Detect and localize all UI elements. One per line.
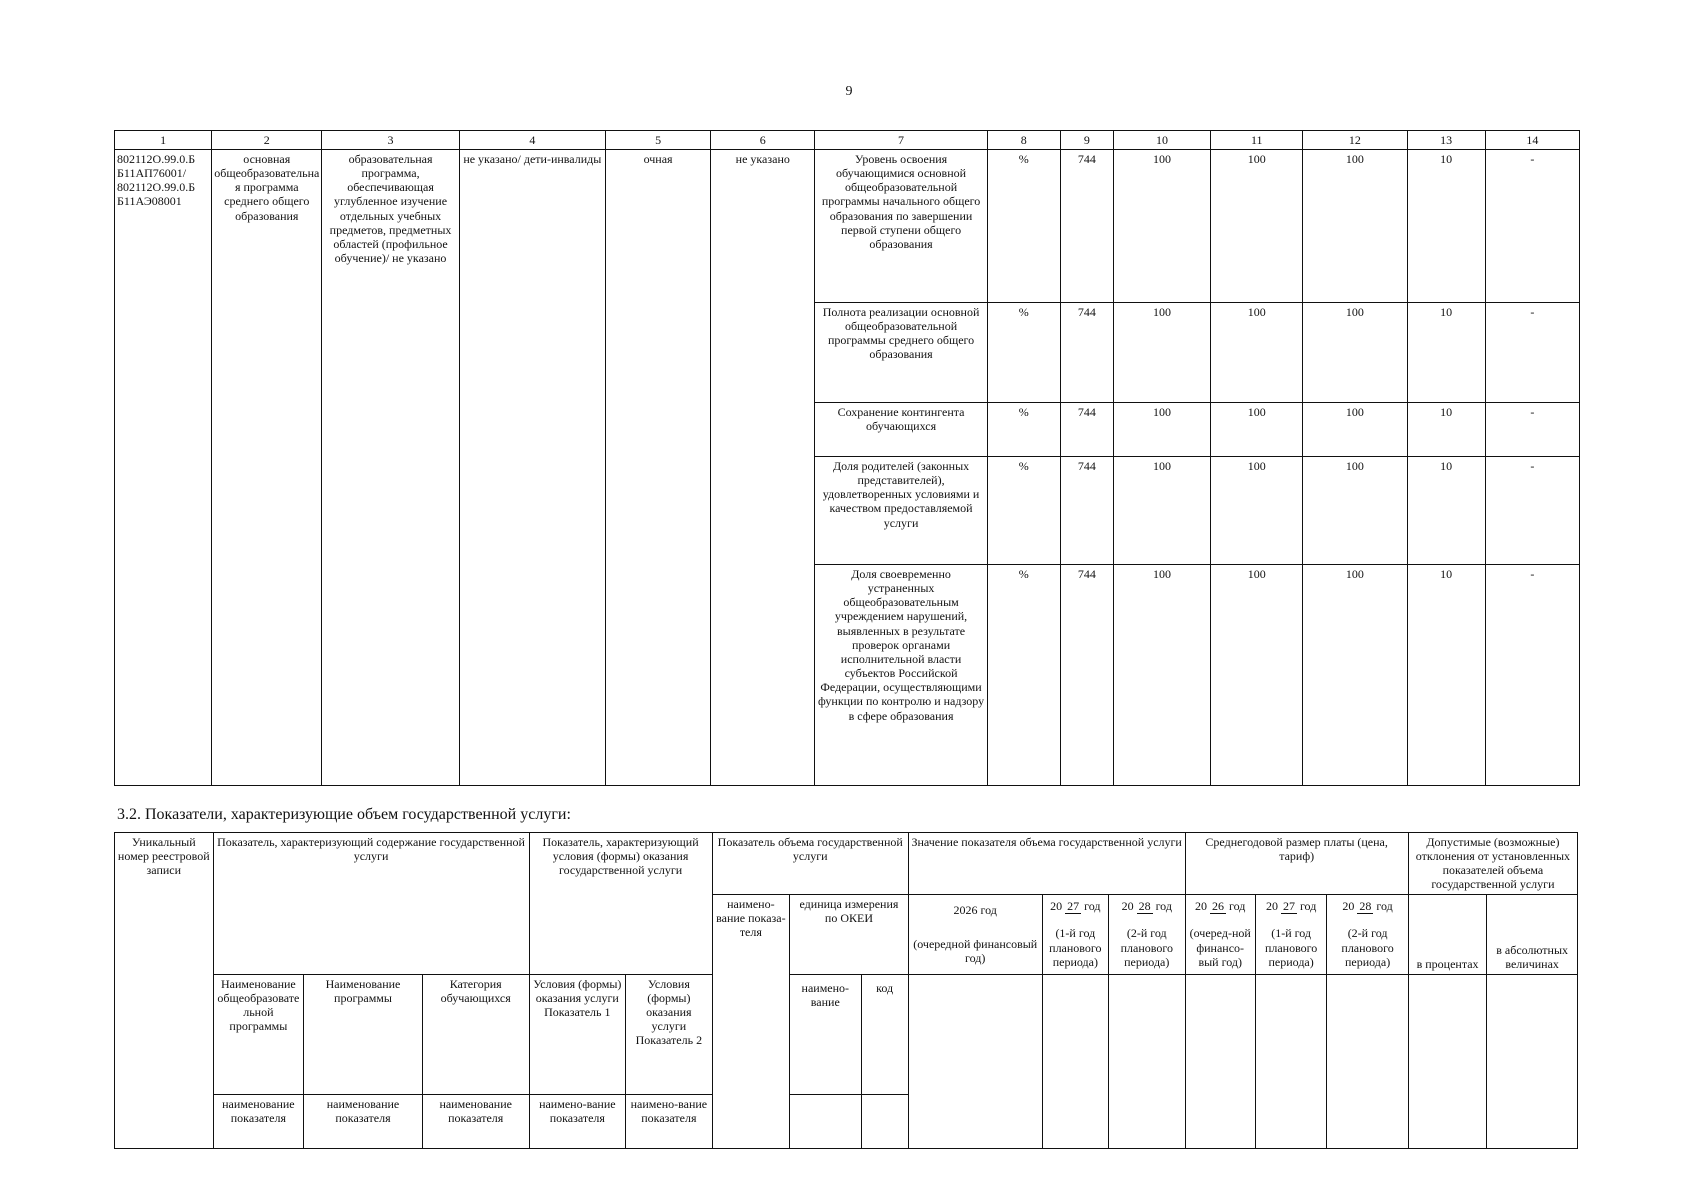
year-suffix: год bbox=[1155, 899, 1172, 914]
form-cell: очная bbox=[605, 150, 710, 786]
value-2028-cell bbox=[1109, 974, 1185, 1148]
indicator-name-header: наимено-вание показа-теля bbox=[712, 894, 789, 1148]
year-2027-desc: (1-й год планового периода) bbox=[1049, 926, 1102, 969]
deviation-absolute-cell: - bbox=[1485, 565, 1579, 786]
value-2028-cell: 100 bbox=[1303, 457, 1407, 565]
indicator-name-cell: Доля своевременно устраненных общеобразовательным учреждением нарушений, выявленных в результате проверок органами исполнительной власти субъектов Российской Федерации, осуществляющими функции по контролю и надзору в сфере образования bbox=[815, 565, 987, 786]
header-row bbox=[115, 974, 1578, 1094]
unit-code-subheader: код bbox=[861, 974, 908, 1094]
unit-cell: % bbox=[987, 457, 1060, 565]
okei-code-cell: 744 bbox=[1060, 565, 1113, 786]
year-2027-header bbox=[1042, 894, 1108, 974]
condition-2-subheader: Условия (формы) оказания услуги Показатель 2 bbox=[626, 974, 713, 1094]
year-number: 28 bbox=[1359, 899, 1372, 914]
value-2027-cell: 100 bbox=[1211, 403, 1303, 457]
category-cell: не указано/ дети-инвалиды bbox=[459, 150, 605, 786]
year-prefix: 20 bbox=[1195, 899, 1208, 914]
section-title: 3.2. Показатели, характеризующие объем государственной услуги: bbox=[117, 806, 571, 823]
value-2026-cell: 100 bbox=[1113, 403, 1210, 457]
value-2028-cell: 100 bbox=[1303, 303, 1407, 403]
indicator-name-cell: Уровень освоения обучающимися основной общеобразовательной программы начального общего образования по завершении первой ступени общего образования bbox=[815, 150, 987, 303]
value-2027-cell: 100 bbox=[1211, 150, 1303, 303]
okei-code-cell: 744 bbox=[1060, 457, 1113, 565]
value-2027-cell bbox=[1042, 974, 1108, 1148]
in-percent-header: в процентах bbox=[1408, 894, 1486, 974]
value-2027-cell: 100 bbox=[1211, 303, 1303, 403]
price-2027-header bbox=[1255, 894, 1326, 974]
price-2027-desc: (1-й год планового периода) bbox=[1264, 926, 1318, 969]
year-prefix: 20 bbox=[1342, 899, 1355, 914]
okei-code-cell: 744 bbox=[1060, 150, 1113, 303]
condition-cell: не указано bbox=[711, 150, 815, 786]
year-2028-header bbox=[1109, 894, 1185, 974]
year-2026-header bbox=[908, 894, 1042, 974]
column-number: 11 bbox=[1211, 131, 1303, 150]
price-2026-header bbox=[1185, 894, 1255, 974]
okei-unit-header: единица измерения по ОКЕИ bbox=[790, 894, 909, 974]
year-prefix: 20 bbox=[1265, 899, 1278, 914]
volume-value-header: Значение показателя объема государственной услуги bbox=[908, 833, 1185, 895]
value-2026-cell: 100 bbox=[1113, 565, 1210, 786]
column-number: 6 bbox=[711, 131, 815, 150]
price-2028-desc: (2-й год планового периода) bbox=[1341, 926, 1394, 969]
price-2028-cell bbox=[1327, 974, 1408, 1148]
unit-name-cell bbox=[790, 1094, 861, 1148]
deviation-absolute-cell: - bbox=[1485, 457, 1579, 565]
year-number: 27 bbox=[1067, 899, 1080, 914]
value-2028-cell: 100 bbox=[1303, 150, 1407, 303]
unique-number-header: Уникальный номер реестровой записи bbox=[115, 833, 214, 1149]
year-suffix: год bbox=[1084, 899, 1101, 914]
condition-1-subheader: Условия (формы) оказания услуги Показатель 1 bbox=[529, 974, 626, 1094]
year-number: 28 bbox=[1138, 899, 1151, 914]
column-number: 13 bbox=[1407, 131, 1485, 150]
category-subheader: Категория обучающихся bbox=[422, 974, 529, 1094]
column-number: 8 bbox=[987, 131, 1060, 150]
unit-cell: % bbox=[987, 565, 1060, 786]
deviation-percent-cell: 10 bbox=[1407, 403, 1485, 457]
value-2026-cell: 100 bbox=[1113, 457, 1210, 565]
program-name-subheader: Наименование общеобразовательной программы bbox=[213, 974, 304, 1094]
quality-indicators-table bbox=[114, 130, 1580, 786]
deviation-percent-cell: 10 bbox=[1407, 150, 1485, 303]
column-number: 9 bbox=[1060, 131, 1113, 150]
column-number: 5 bbox=[605, 131, 710, 150]
content-indicator-header: Показатель, характеризующий содержание государственной услуги bbox=[213, 833, 529, 975]
value-2027-cell: 100 bbox=[1211, 565, 1303, 786]
in-absolute-header: в абсолютных величинах bbox=[1487, 894, 1578, 974]
year-number: 26 bbox=[1212, 899, 1225, 914]
column-number: 14 bbox=[1485, 131, 1579, 150]
indicator-label: наименование показателя bbox=[213, 1094, 304, 1148]
value-2028-cell: 100 bbox=[1303, 403, 1407, 457]
price-2026-cell bbox=[1185, 974, 1255, 1148]
value-2026-cell: 100 bbox=[1113, 303, 1210, 403]
unit-code-cell bbox=[861, 1094, 908, 1148]
deviation-percent-cell bbox=[1408, 974, 1486, 1148]
column-number: 10 bbox=[1113, 131, 1210, 150]
year-2026-label: 2026 год bbox=[953, 902, 997, 917]
year-2026-desc: (очередной финансовый год) bbox=[913, 937, 1038, 966]
program-type-cell: образовательная программа, обеспечивающая углубленное изучение отдельных учебных предметов, предметных областей (профильное обучение)/ не указано bbox=[322, 150, 459, 786]
column-number: 4 bbox=[459, 131, 605, 150]
price-2026-desc: (очеред-ной финансо-вый год) bbox=[1189, 926, 1251, 969]
indicator-label: наименование показателя bbox=[304, 1094, 423, 1148]
indicator-name-cell: Доля родителей (законных представителей), удовлетворенных условиями и качеством предоставляемой услуги bbox=[815, 457, 987, 565]
deviation-header: Допустимые (возможные) отклонения от установленных показателей объема государственной услуги bbox=[1408, 833, 1577, 895]
year-suffix: год bbox=[1229, 899, 1246, 914]
value-2028-cell: 100 bbox=[1303, 565, 1407, 786]
table-row bbox=[115, 150, 1580, 303]
column-number-row bbox=[115, 131, 1580, 150]
column-number: 7 bbox=[815, 131, 987, 150]
deviation-absolute-cell: - bbox=[1485, 403, 1579, 457]
unit-cell: % bbox=[987, 403, 1060, 457]
conditions-indicator-header: Показатель, характеризующий условия (формы) оказания государственной услуги bbox=[529, 833, 712, 975]
year-suffix: год bbox=[1299, 899, 1317, 914]
program-subheader: Наименование программы bbox=[304, 974, 423, 1094]
volume-indicators-table bbox=[114, 832, 1578, 1149]
year-prefix: 20 bbox=[1050, 899, 1063, 914]
unit-name-subheader: наимено-вание bbox=[790, 974, 861, 1094]
column-number: 12 bbox=[1303, 131, 1407, 150]
indicator-label: наимено-вание показателя bbox=[529, 1094, 626, 1148]
okei-code-cell: 744 bbox=[1060, 303, 1113, 403]
price-2028-header bbox=[1327, 894, 1408, 974]
column-number: 3 bbox=[322, 131, 459, 150]
indicator-label: наименование показателя bbox=[422, 1094, 529, 1148]
deviation-absolute-cell: - bbox=[1485, 150, 1579, 303]
value-2027-cell: 100 bbox=[1211, 457, 1303, 565]
value-2026-cell: 100 bbox=[1113, 150, 1210, 303]
unit-cell: % bbox=[987, 150, 1060, 303]
header-row bbox=[115, 833, 1578, 895]
deviation-percent-cell: 10 bbox=[1407, 457, 1485, 565]
year-2028-desc: (2-й год планового периода) bbox=[1120, 926, 1173, 969]
indicator-name-cell: Полнота реализации основной общеобразовательной программы среднего общего образования bbox=[815, 303, 987, 403]
year-number: 27 bbox=[1282, 899, 1295, 914]
deviation-percent-cell: 10 bbox=[1407, 303, 1485, 403]
program-cell: основная общеобразовательная программа среднего общего образования bbox=[212, 150, 322, 786]
deviation-percent-cell: 10 bbox=[1407, 565, 1485, 786]
column-number: 2 bbox=[212, 131, 322, 150]
column-number: 1 bbox=[115, 131, 212, 150]
unit-cell: % bbox=[987, 303, 1060, 403]
price-header: Среднегодовой размер платы (цена, тариф) bbox=[1185, 833, 1408, 895]
indicator-name-cell: Сохранение контингента обучающихся bbox=[815, 403, 987, 457]
okei-code-cell: 744 bbox=[1060, 403, 1113, 457]
volume-indicator-header: Показатель объема государственной услуги bbox=[712, 833, 908, 895]
value-2026-cell bbox=[908, 974, 1042, 1148]
deviation-absolute-cell: - bbox=[1485, 303, 1579, 403]
indicator-label: наимено-вание показателя bbox=[626, 1094, 713, 1148]
registry-number-cell: 802112О.99.0.Б Б11АП76001/ 802112О.99.0.Б Б11АЭ08001 bbox=[115, 150, 212, 786]
page-number: 9 bbox=[845, 84, 853, 99]
year-suffix: год bbox=[1376, 899, 1393, 914]
price-2027-cell bbox=[1255, 974, 1326, 1148]
year-prefix: 20 bbox=[1121, 899, 1134, 914]
deviation-absolute-cell bbox=[1487, 974, 1578, 1148]
